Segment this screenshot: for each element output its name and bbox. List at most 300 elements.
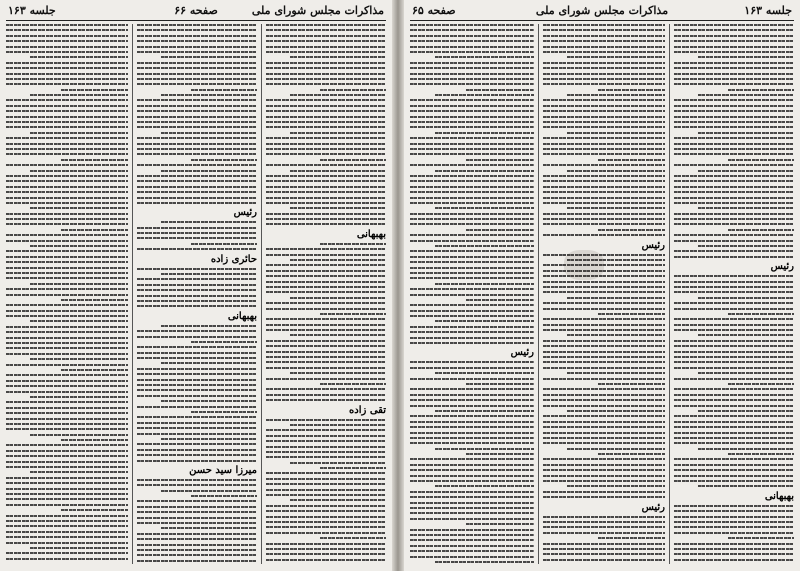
text-line [266, 367, 386, 369]
text-line [266, 248, 386, 250]
text-line [410, 464, 534, 466]
text-line [543, 302, 665, 304]
text-line [137, 346, 257, 348]
text-line [137, 29, 257, 31]
speaker-name: بهبهانی [227, 310, 257, 322]
text-line [6, 380, 128, 382]
text-line [290, 297, 386, 299]
text-line [137, 517, 257, 519]
text-line [266, 29, 386, 31]
text-line [466, 229, 534, 231]
text-line [6, 391, 128, 393]
text-line [543, 426, 665, 428]
text-line [567, 372, 665, 374]
text-line [543, 286, 665, 288]
text-line [543, 223, 665, 225]
text-line [410, 277, 534, 279]
text-line [410, 475, 534, 477]
text-line [137, 560, 257, 562]
text-line [410, 534, 534, 536]
speaker-name: رئیس [233, 207, 257, 219]
text-line [674, 234, 794, 236]
text-line [161, 400, 257, 402]
text-line [410, 421, 534, 423]
text-line [30, 245, 128, 247]
text-line [598, 159, 665, 161]
text-line [266, 110, 386, 112]
text-line [6, 240, 128, 242]
text-line [466, 383, 534, 385]
text-line [410, 545, 534, 547]
text-line [543, 137, 665, 139]
text-line [410, 191, 534, 193]
text-line [137, 278, 257, 280]
text-line [6, 62, 128, 64]
text-line [435, 372, 534, 374]
text-line [6, 536, 128, 538]
text-line [137, 67, 257, 69]
text-line [6, 78, 128, 80]
text-line [6, 35, 128, 37]
text-line [6, 444, 128, 446]
text-line [674, 24, 794, 26]
text-line [674, 186, 794, 188]
text-line [674, 432, 794, 434]
text-line [674, 29, 794, 31]
text-line [674, 553, 794, 555]
text-line [674, 126, 794, 128]
text-line [266, 318, 386, 320]
text-line [161, 132, 257, 134]
text-line [6, 525, 128, 527]
speaker-name: بهبهانی [356, 228, 386, 240]
text-line [6, 218, 128, 220]
text-line [137, 554, 257, 556]
text-line [6, 137, 128, 139]
text-line [543, 254, 665, 256]
text-line [674, 78, 794, 80]
text-line [543, 143, 665, 145]
text-line [674, 324, 794, 326]
right-header-page-number: صفحه ۶۵ [412, 4, 456, 17]
text-line [191, 159, 257, 161]
text-line [410, 394, 534, 396]
text-line [6, 99, 128, 101]
text-line [674, 388, 794, 390]
text-line [410, 556, 534, 558]
text-line [567, 207, 665, 209]
text-line [137, 389, 257, 391]
text-line [674, 475, 794, 477]
text-line [137, 506, 257, 508]
text-line [137, 544, 257, 546]
text-line [674, 426, 794, 428]
text-line [543, 213, 665, 215]
text-line [410, 256, 534, 258]
text-line [6, 175, 128, 177]
text-line [543, 275, 665, 277]
text-line [543, 175, 665, 177]
text-line [674, 175, 794, 177]
text-line [543, 496, 665, 498]
text-line [6, 342, 128, 344]
text-line [543, 405, 665, 407]
text-line [6, 197, 128, 199]
text-line [410, 432, 534, 434]
text-line [266, 254, 386, 256]
text-line [410, 267, 534, 269]
text-line [674, 83, 794, 85]
text-line [137, 484, 257, 486]
text-line [266, 186, 386, 188]
text-line [410, 213, 534, 215]
text-line [674, 516, 794, 518]
text-line [191, 495, 257, 497]
text-line [410, 110, 534, 112]
text-line [674, 469, 794, 471]
text-line [266, 440, 386, 442]
text-line [137, 300, 257, 302]
text-line [161, 362, 257, 364]
text-line [6, 191, 128, 193]
text-line [674, 526, 794, 528]
text-line [410, 378, 534, 380]
text-line [410, 250, 534, 252]
text-line [543, 526, 665, 528]
text-line [410, 442, 534, 444]
text-line [410, 496, 534, 498]
text-line [6, 288, 128, 290]
text-line [266, 62, 386, 64]
text-line [266, 429, 386, 431]
text-line [30, 56, 128, 58]
text-line [137, 373, 257, 375]
text-line [61, 369, 128, 371]
text-line [266, 73, 386, 75]
text-line [543, 264, 665, 266]
text-line [137, 180, 257, 182]
text-line [543, 116, 665, 118]
text-line [6, 401, 128, 403]
text-line [61, 299, 128, 301]
text-line [410, 272, 534, 274]
text-line [698, 207, 794, 209]
text-line [543, 324, 665, 326]
text-line [728, 537, 794, 539]
right-page-header [410, 4, 794, 21]
text-line [567, 410, 665, 412]
text-line [320, 89, 386, 91]
text-line [6, 73, 128, 75]
text-line [543, 356, 665, 358]
text-line [728, 159, 794, 161]
text-line [137, 427, 257, 429]
text-line [674, 548, 794, 550]
text-line [6, 202, 128, 204]
text-line [543, 491, 665, 493]
text-line [320, 243, 386, 245]
text-line [410, 137, 534, 139]
text-line [543, 40, 665, 42]
right-header-session: جلسه ۱۶۳ [744, 4, 792, 17]
text-line [410, 342, 534, 344]
text-line [543, 110, 665, 112]
text-line [410, 315, 534, 317]
text-line [290, 424, 386, 426]
text-line [6, 347, 128, 349]
text-line [290, 94, 386, 96]
text-line [410, 529, 534, 531]
text-line [410, 126, 534, 128]
text-line [6, 223, 128, 225]
text-line [410, 99, 534, 101]
text-line [543, 548, 665, 550]
text-line [6, 164, 128, 166]
text-line [137, 186, 257, 188]
text-line [266, 559, 386, 561]
text-line [598, 383, 665, 385]
text-line [543, 469, 665, 471]
text-line [266, 548, 386, 550]
text-line [674, 543, 794, 545]
text-line [191, 243, 257, 245]
text-line [674, 378, 794, 380]
text-line [137, 533, 257, 535]
text-line [6, 428, 128, 430]
text-line [266, 264, 386, 266]
text-line [674, 302, 794, 304]
text-line [290, 132, 386, 134]
text-line [410, 29, 534, 31]
text-line [543, 521, 665, 523]
text-line [137, 284, 257, 286]
text-line [6, 477, 128, 479]
text-line [137, 443, 257, 445]
text-line [674, 223, 794, 225]
text-line [728, 453, 794, 455]
text-line [435, 170, 534, 172]
text-line [543, 126, 665, 128]
text-line [266, 302, 386, 304]
text-line [6, 520, 128, 522]
text-line [6, 250, 128, 252]
speaker-name: رئیس [641, 239, 665, 251]
text-line [410, 288, 534, 290]
text-line [674, 281, 794, 283]
text-line [598, 229, 665, 231]
text-line [266, 521, 386, 523]
text-line [674, 308, 794, 310]
text-line [543, 361, 665, 363]
text-line [266, 324, 386, 326]
text-line [6, 40, 128, 42]
text-line [543, 345, 665, 347]
text-line [30, 547, 128, 549]
text-line [6, 267, 128, 269]
text-line [266, 148, 386, 150]
text-line [410, 294, 534, 296]
text-line [320, 537, 386, 539]
text-line [6, 153, 128, 155]
text-line [320, 313, 386, 315]
text-line [266, 105, 386, 107]
text-line [137, 379, 257, 381]
column-rule [669, 24, 670, 564]
text-line [191, 341, 257, 343]
text-line [543, 464, 665, 466]
text-line [674, 180, 794, 182]
text-line [290, 334, 386, 336]
text-line [266, 553, 386, 555]
speaker-name: تقی زاده [349, 404, 386, 416]
text-line [266, 510, 386, 512]
text-line [543, 543, 665, 545]
text-line [6, 180, 128, 182]
text-line [266, 329, 386, 331]
text-line [137, 522, 257, 524]
text-line [698, 448, 794, 450]
text-line [543, 234, 665, 236]
text-line [6, 126, 128, 128]
text-line [191, 411, 257, 413]
text-line [543, 105, 665, 107]
text-line [290, 170, 386, 172]
text-line [266, 435, 386, 437]
text-line [674, 240, 794, 242]
text-line [674, 421, 794, 423]
text-line [543, 559, 665, 561]
text-line [266, 126, 386, 128]
text-line [266, 505, 386, 507]
text-line [410, 234, 534, 236]
column-rule [538, 24, 539, 564]
text-line [137, 330, 257, 332]
text-line [674, 256, 794, 258]
text-line [137, 549, 257, 551]
text-line [6, 315, 128, 317]
text-line [543, 270, 665, 272]
text-line [6, 261, 128, 263]
text-line [30, 396, 128, 398]
text-line [674, 532, 794, 534]
text-line [266, 24, 386, 26]
text-line [674, 458, 794, 460]
text-line [6, 121, 128, 123]
text-line [543, 394, 665, 396]
text-line [6, 24, 128, 26]
text-line [543, 62, 665, 64]
text-line [698, 334, 794, 336]
text-line [137, 248, 257, 250]
text-line [543, 148, 665, 150]
text-line [6, 110, 128, 112]
text-line [137, 191, 257, 193]
text-line [543, 73, 665, 75]
text-line [543, 308, 665, 310]
text-line [674, 213, 794, 215]
text-line [161, 490, 257, 492]
text-line [6, 272, 128, 274]
text-line [266, 345, 386, 347]
text-line [266, 270, 386, 272]
text-line [410, 197, 534, 199]
text-line [137, 454, 257, 456]
speaker-name: حائری زاده [210, 253, 257, 265]
right-header-title: مذاکرات مجلس شورای ملی [535, 4, 669, 17]
text-line [137, 352, 257, 354]
text-line [543, 197, 665, 199]
text-line [410, 399, 534, 401]
text-line [137, 51, 257, 53]
text-line [266, 286, 386, 288]
text-line [266, 526, 386, 528]
text-line [410, 437, 534, 439]
text-line [266, 99, 386, 101]
text-line [410, 304, 534, 306]
text-line [6, 461, 128, 463]
text-line [674, 62, 794, 64]
text-line [320, 383, 386, 385]
right-page [404, 0, 800, 571]
text-line [410, 51, 534, 53]
text-line [567, 485, 665, 487]
text-line [266, 340, 386, 342]
text-line [6, 29, 128, 31]
text-line [728, 229, 794, 231]
text-line [674, 116, 794, 118]
text-line [410, 512, 534, 514]
text-line [543, 99, 665, 101]
text-line [290, 372, 386, 374]
text-line [266, 378, 386, 380]
text-line [266, 218, 386, 220]
text-line [543, 388, 665, 390]
text-line [410, 337, 534, 339]
text-line [266, 51, 386, 53]
text-line [266, 137, 386, 139]
text-line [137, 73, 257, 75]
text-line [674, 164, 794, 166]
text-line [266, 494, 386, 496]
text-line [543, 415, 665, 417]
text-line [266, 446, 386, 448]
text-line [543, 29, 665, 31]
text-line [6, 46, 128, 48]
text-line [410, 73, 534, 75]
text-line [6, 67, 128, 69]
text-line [6, 412, 128, 414]
text-line [266, 46, 386, 48]
text-line [137, 105, 257, 107]
text-line [6, 213, 128, 215]
text-line [6, 364, 128, 366]
text-line [435, 283, 534, 285]
text-line [543, 180, 665, 182]
text-line [410, 148, 534, 150]
text-line [543, 291, 665, 293]
speaker-name: بهبهانی [764, 490, 794, 502]
text-line [543, 78, 665, 80]
text-line [137, 153, 257, 155]
text-line [137, 143, 257, 145]
text-line [728, 313, 794, 315]
text-line [410, 507, 534, 509]
speaker-name: رئیس [641, 501, 665, 513]
text-line [598, 313, 665, 315]
text-line [543, 399, 665, 401]
text-line [410, 24, 534, 26]
text-line [674, 202, 794, 204]
